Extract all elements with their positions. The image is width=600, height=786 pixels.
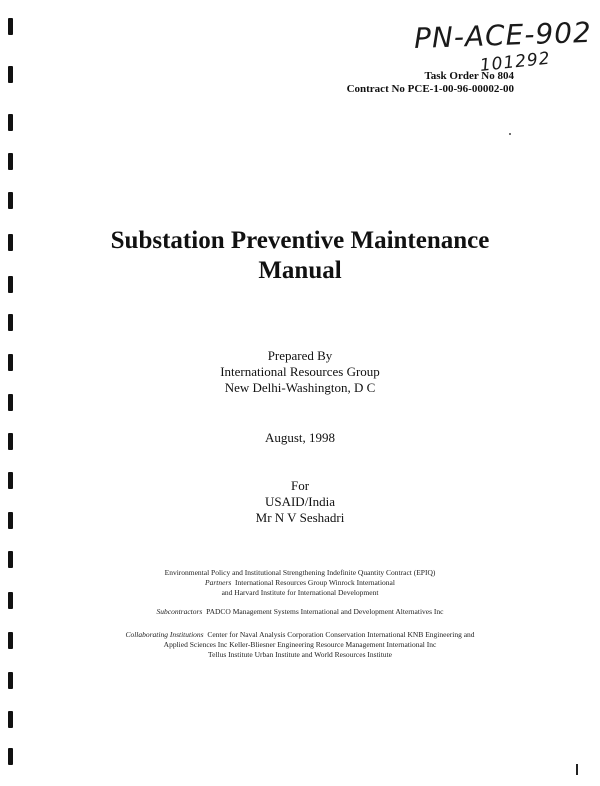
recipient-block bbox=[0, 478, 600, 526]
contract-description: Environmental Policy and Institutional Strengthening Indefinite Quantity Contract (EPIQ) bbox=[164, 568, 436, 577]
collaborating-line bbox=[0, 630, 600, 640]
binding-hole bbox=[8, 114, 13, 131]
binding-hole bbox=[8, 711, 13, 728]
title-line-1: Substation Preventive Maintenance bbox=[110, 227, 490, 254]
subcontractors-line bbox=[0, 607, 600, 617]
prepared-by-label: Prepared By bbox=[267, 348, 333, 363]
contract-info bbox=[347, 70, 514, 96]
subcontractors-credits bbox=[0, 607, 600, 617]
partners-line bbox=[0, 578, 600, 588]
collaborating-label: Collaborating Institutions bbox=[125, 630, 204, 639]
preparer-organization: International Resources Group bbox=[220, 364, 380, 379]
document-title bbox=[0, 226, 600, 286]
subcontractors-text: PADCO Management Systems International and Development Alternatives Inc bbox=[206, 607, 444, 616]
publication-date: August, 1998 bbox=[264, 430, 336, 445]
contract-credits bbox=[0, 568, 600, 598]
title-line-2: Manual bbox=[258, 257, 342, 284]
binding-hole bbox=[8, 551, 13, 568]
collaborating-line-2: Applied Sciences Inc Keller-Bliesner Engineering Resource Management International Inc bbox=[163, 640, 437, 649]
binding-hole bbox=[8, 153, 13, 170]
binding-hole bbox=[8, 314, 13, 331]
binding-hole bbox=[8, 394, 13, 411]
task-order-number: Task Order No 804 bbox=[424, 70, 514, 82]
stray-mark bbox=[509, 133, 511, 135]
binding-hole bbox=[8, 18, 13, 35]
binding-hole bbox=[8, 192, 13, 209]
recipient-person: Mr N V Seshadri bbox=[255, 510, 345, 525]
handwritten-document-number: 101292 bbox=[478, 48, 552, 76]
collaborating-text: Center for Naval Analysis Corporation Conservation International KNB Engineering and bbox=[207, 630, 475, 639]
partners-label: Partners bbox=[205, 578, 232, 587]
binding-hole bbox=[8, 748, 13, 765]
for-label: For bbox=[290, 478, 310, 493]
binding-hole bbox=[8, 66, 13, 83]
handwritten-document-code: PN-ACE-902 bbox=[413, 15, 593, 55]
contract-number: Contract No PCE-1-00-96-00002-00 bbox=[346, 83, 514, 95]
prepared-by-block bbox=[0, 348, 600, 396]
recipient-agency: USAID/India bbox=[264, 494, 336, 509]
page-edge-mark bbox=[576, 764, 578, 775]
partners-line-2: and Harvard Institute for International Development bbox=[221, 588, 379, 597]
preparer-location: New Delhi-Washington, D C bbox=[224, 380, 376, 395]
collaborating-line-3: Tellus Institute Urban Institute and World Resources Institute bbox=[208, 650, 392, 659]
partners-text: International Resources Group Winrock International bbox=[235, 578, 395, 587]
collaborating-credits bbox=[0, 630, 600, 660]
binding-hole bbox=[8, 672, 13, 689]
subcontractors-label: Subcontractors bbox=[156, 607, 203, 616]
